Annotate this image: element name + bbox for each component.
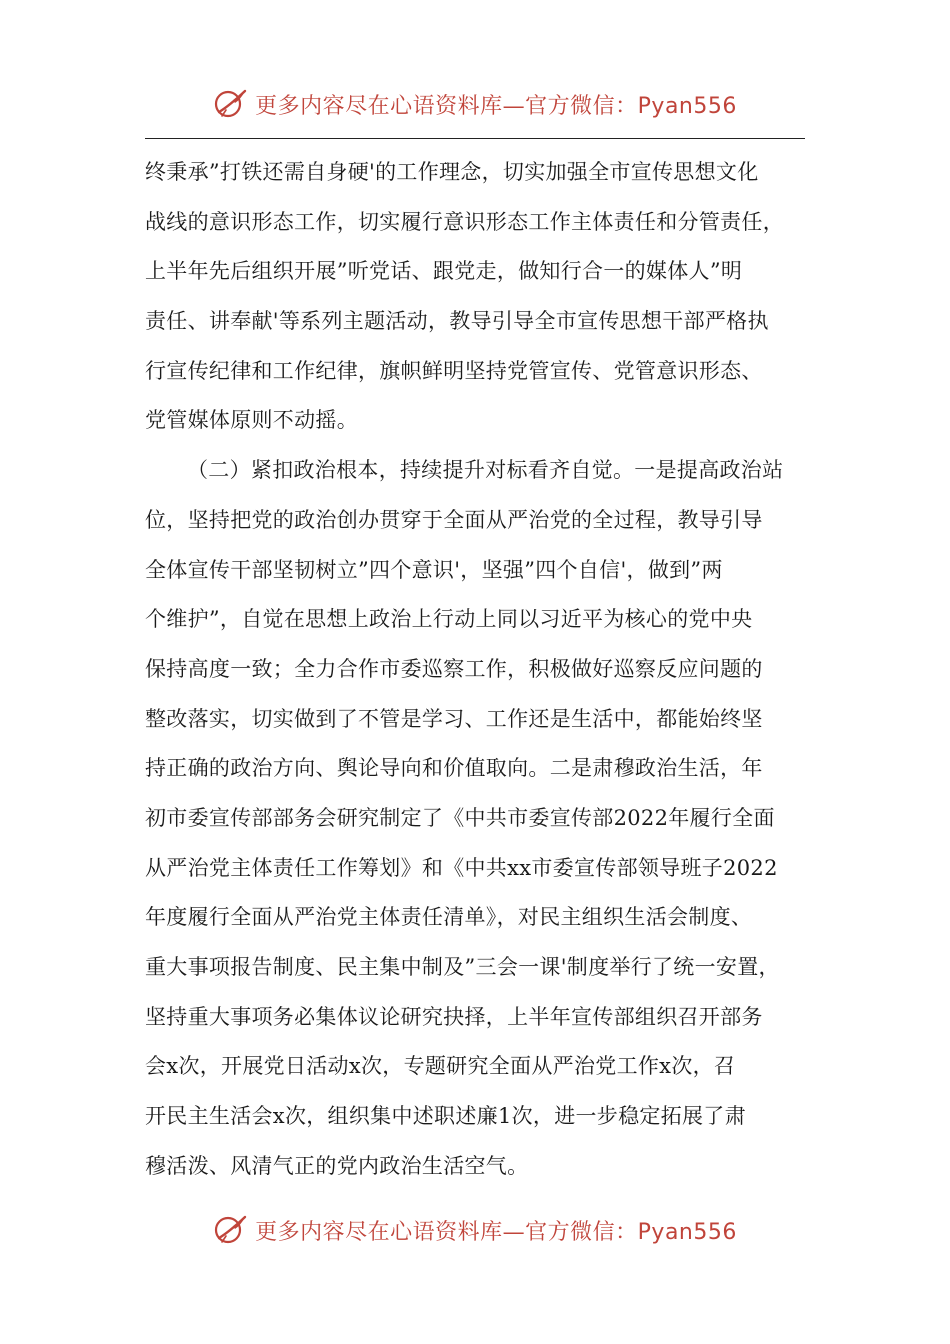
- banner-title: 更多内容尽在心语资料库: [255, 1219, 503, 1245]
- banner-wechat-id: Pyan556: [637, 1219, 737, 1245]
- text-line: 穆活泼、风清气正的党内政治生活空气。: [145, 1153, 529, 1178]
- banner-inner: [213, 86, 737, 122]
- banner-inner: [213, 1212, 737, 1248]
- banner-text: [255, 1215, 737, 1246]
- text-line: 行宣传纪律和工作纪律，旗帜鲜明坚持党管宣传、党管意识形态、: [145, 358, 763, 383]
- header-divider: [145, 138, 805, 139]
- text-line: 终秉承”打铁还需自身硬'的工作理念，切实加强全市宣传思想文化: [145, 160, 759, 184]
- text-line: 会x次，开展党日活动x次，专题研究全面从严治党工作x次，召: [145, 1054, 736, 1079]
- text-line: 上半年先后组织开展”听党话、跟党走，做知行合一的媒体人”明: [145, 259, 743, 284]
- text-line: 保持高度一致；全力合作市委巡察工作，积极做好巡察反应问题的: [145, 656, 763, 681]
- text-line: 位，坚持把党的政治创办贯穿于全面从严治党的全过程，教导引导: [145, 507, 763, 532]
- banner-wechat-id: Pyan556: [637, 93, 737, 119]
- document-body: [145, 148, 825, 1191]
- text-line: 持正确的政治方向、舆论导向和价值取向。二是肃穆政治生活，年: [145, 756, 763, 781]
- text-line: 开民主生活会x次，组织集中述职述廉1次，进一步稳定拓展了肃: [145, 1104, 746, 1129]
- text-line: 全体宣传干部坚韧树立”四个意识'，坚强”四个自信'，做到”两: [145, 557, 723, 582]
- quill-logo-icon: [213, 1212, 249, 1248]
- text-line: 整改落实，切实做到了不管是学习、工作还是生活中，都能始终坚: [145, 706, 763, 731]
- banner-dash: —: [502, 1219, 526, 1245]
- quill-logo-icon: [213, 86, 249, 122]
- banner-wechat-label: 官方微信：: [525, 1219, 638, 1245]
- banner-title: 更多内容尽在心语资料库: [255, 93, 503, 119]
- banner-text: [255, 89, 737, 120]
- text-line: 坚持重大事项务必集体议论研究抉择，上半年宣传部组织召开部务: [145, 1004, 763, 1029]
- text-line: 从严治党主体责任工作筹划》和《中共xx市委宣传部领导班子2022: [145, 855, 778, 880]
- banner-dash: —: [502, 93, 526, 119]
- text-line: 重大事项报告制度、民主集中制及”三会一课'制度举行了统一安置，: [145, 955, 780, 979]
- text-line: 党管媒体原则不动摇。: [145, 408, 358, 433]
- text-line: 年度履行全面从严治党主体责任清单》，对民主组织生活会制度、: [145, 905, 753, 930]
- banner-wechat-label: 官方微信：: [525, 93, 638, 119]
- section-heading-line: （二）紧扣政治根本，持续提升对标看齐自觉。一是提高政治站: [187, 458, 784, 483]
- text-line: 责任、讲奉献'等系列主题活动，教导引导全市宣传思想干部严格执: [145, 309, 769, 334]
- footer-banner: [0, 1210, 950, 1250]
- text-line: 个维护”，自觉在思想上政治上行动上同以习近平为核心的党中央: [145, 607, 753, 632]
- text-line: 初市委宣传部部务会研究制定了《中共市委宣传部2022年履行全面: [145, 805, 775, 830]
- text-line: 战线的意识形态工作，切实履行意识形态工作主体责任和分管责任，: [145, 209, 784, 234]
- header-banner: [0, 84, 950, 124]
